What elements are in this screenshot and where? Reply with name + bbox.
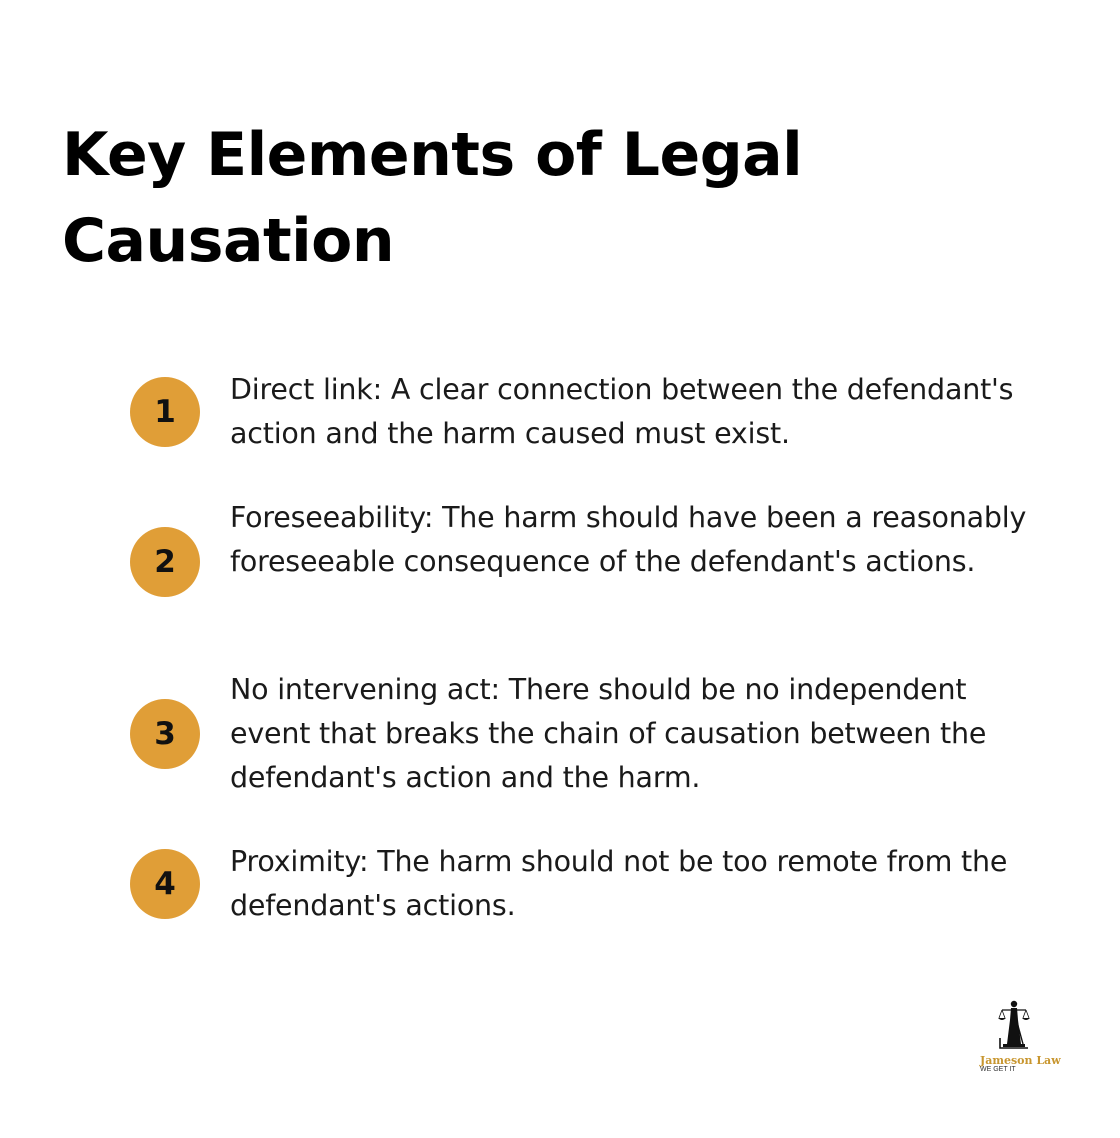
number-badge: 1 [130, 377, 200, 447]
number-badge: 2 [130, 527, 200, 597]
item-text: No intervening act: There should be no independent event that breaks the chain of causation between the defendant's action and the harm. [230, 673, 987, 794]
lady-justice-icon [994, 998, 1034, 1054]
item-text: Direct link: A clear connection between the defendant's action and the harm caused must exist. [230, 373, 1014, 450]
item-text: Foreseeability: The harm should have been a reasonably foreseeable consequence of the defendant's actions. [230, 501, 1027, 578]
logo-name: Jameson Law [980, 1054, 1061, 1067]
number-badge: 4 [130, 849, 200, 919]
page-title: Key Elements of Legal Causation [62, 120, 803, 276]
number-badge: 3 [130, 699, 200, 769]
company-logo [976, 998, 1066, 1078]
logo-tagline: WE GET IT [980, 1066, 1016, 1073]
item-text: Proximity: The harm should not be too remote from the defendant's actions. [230, 845, 1008, 922]
